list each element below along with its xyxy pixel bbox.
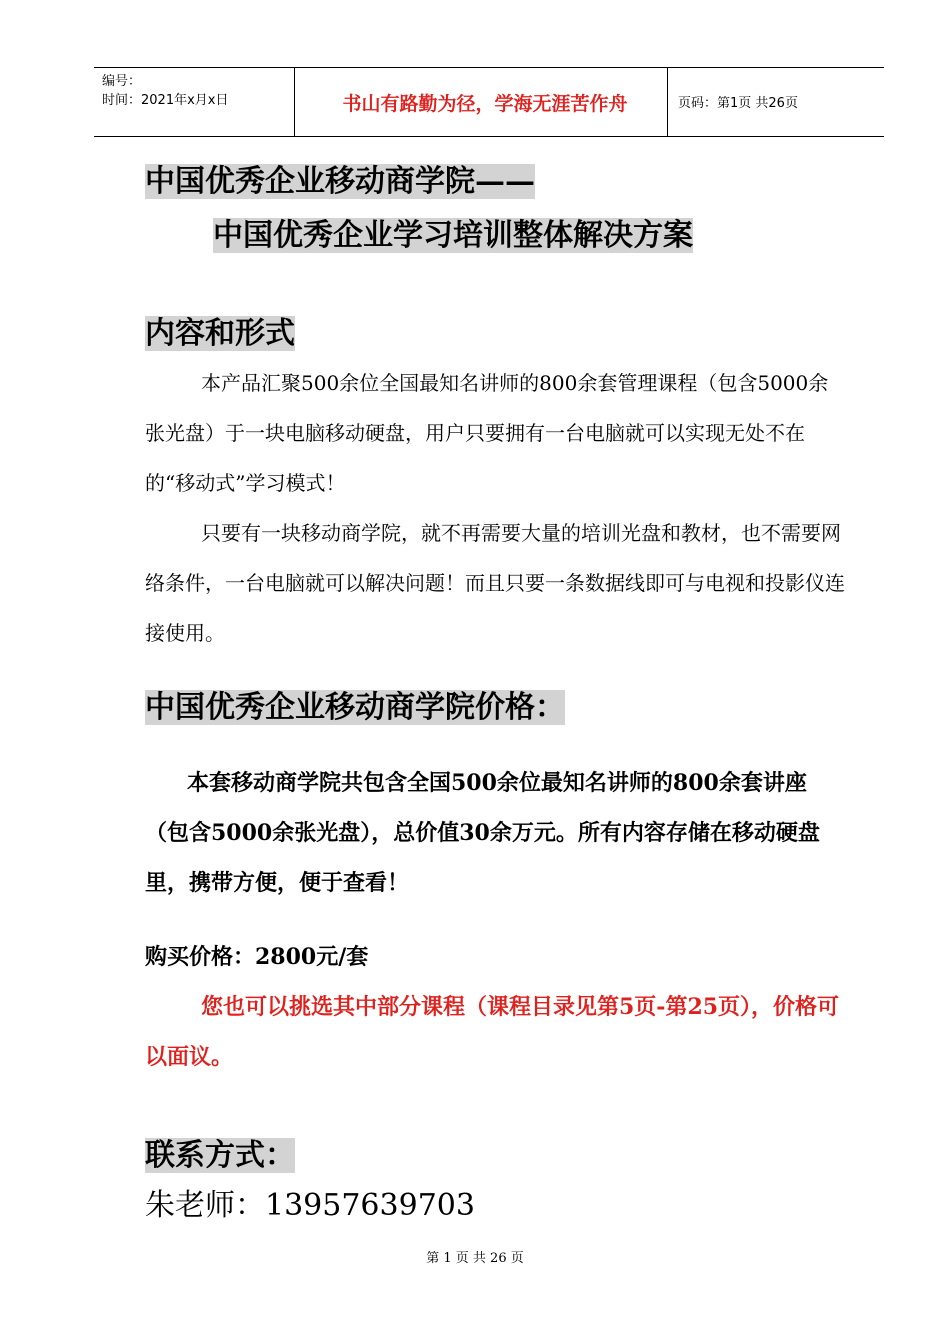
price-para: 本套移动商学院共包含全国500余位最知名讲师的800余套讲座（包含5000余张光盘），总价值30余万元。所有内容存储在移动硬盘里，携带方便，便于查看！ xyxy=(145,770,820,896)
header-divider xyxy=(667,68,668,136)
doc-title-line2 xyxy=(213,216,693,256)
contact-heading xyxy=(145,1136,295,1176)
header-table xyxy=(94,67,884,137)
content-heading-text: 内容和形式 xyxy=(145,316,295,351)
price-heading xyxy=(145,688,565,728)
time-label: 时间：2021年x月x日 xyxy=(102,93,229,108)
price-line: 购买价格：2800元/套 xyxy=(145,944,369,970)
header-motto: 书山有路勤为径，学海无涯苦作舟 xyxy=(342,92,628,115)
doc-title-line2-text: 中国优秀企业学习培训整体解决方案 xyxy=(213,218,693,253)
header-divider xyxy=(294,68,295,136)
content-para-2: 只要有一块移动商学院，就不再需要大量的培训光盘和教材，也不需要网络条件，一台电脑就可以解决问题！而且只要一条数据线即可与电视和投影仪连接使用。 xyxy=(145,521,845,645)
number-label: 编号： xyxy=(102,74,142,89)
doc-title-line1-text: 中国优秀企业移动商学院—— xyxy=(145,164,535,199)
header-left-cell xyxy=(102,72,228,110)
content-heading xyxy=(145,314,295,354)
price-heading-text: 中国优秀企业移动商学院价格： xyxy=(145,690,565,725)
contact-heading-text: 联系方式： xyxy=(145,1138,295,1173)
header-page-label: 页码：第1页 共26页 xyxy=(678,96,798,111)
content-para-1: 本产品汇聚500余位全国最知名讲师的800余套管理课程（包含5000余张光盘）于一块电脑移动硬盘，用户只要拥有一台电脑就可以实现无处不在的“移动式”学习模式！ xyxy=(145,371,829,495)
price-note: 您也可以挑选其中部分课程（课程目录见第5页-第25页），价格可以面议。 xyxy=(145,994,840,1070)
page-footer: 第 1 页 共 26 页 xyxy=(426,1251,524,1266)
doc-title-line1 xyxy=(145,162,535,202)
contact-person: 朱老师：13957639703 xyxy=(145,1188,475,1223)
